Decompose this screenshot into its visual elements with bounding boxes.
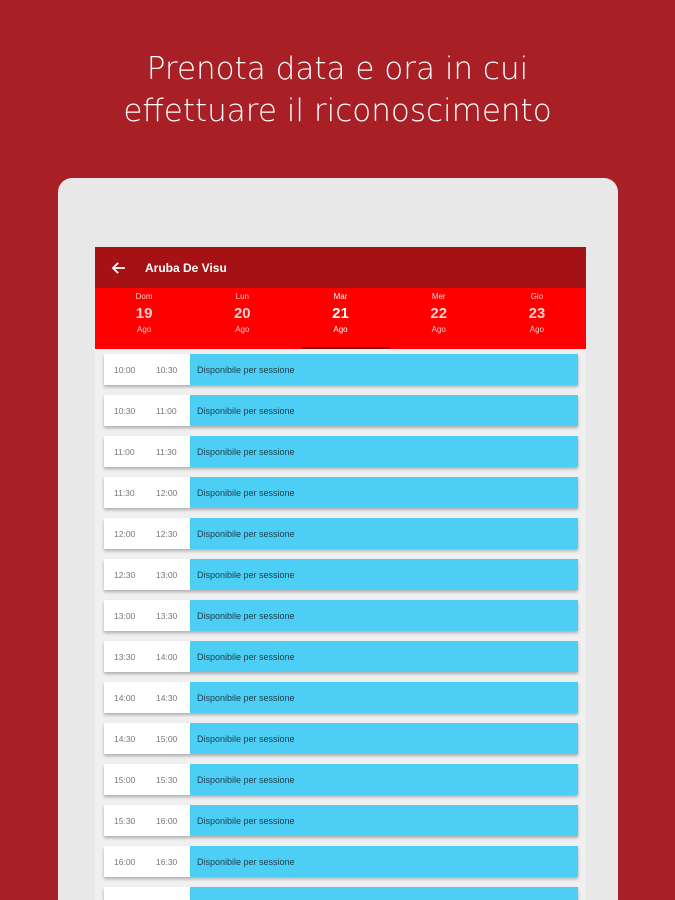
slot-times	[104, 805, 190, 836]
slot-end-time: 12:30	[156, 528, 178, 539]
headline	[0, 48, 675, 132]
day-name: Mar	[333, 292, 348, 301]
slot-status[interactable]: Disponibile per sessione	[190, 395, 578, 426]
app-bar	[95, 247, 586, 288]
slot-times	[104, 477, 190, 508]
slot-end-time: 13:30	[156, 610, 178, 621]
headline-line-2: effettuare il riconoscimento	[123, 93, 552, 129]
slot-end-time: 14:00	[156, 651, 178, 662]
time-slot[interactable]	[104, 764, 578, 795]
slot-start-time: 13:00	[114, 610, 136, 621]
slot-end-time: 16:30	[156, 856, 178, 867]
time-slot[interactable]	[104, 559, 578, 590]
slot-times	[104, 354, 190, 385]
slot-times	[104, 723, 190, 754]
slot-start-time: 15:00	[114, 774, 136, 785]
slot-start-time: 16:00	[114, 856, 136, 867]
slot-start-time: 12:30	[114, 569, 136, 580]
slot-start-time: 10:00	[114, 364, 136, 375]
app-title: Aruba De Visu	[145, 260, 227, 275]
arrow-left-icon[interactable]	[111, 261, 125, 275]
headline-line-1: Prenota data e ora in cui	[146, 51, 529, 87]
slot-times	[104, 887, 190, 900]
slot-end-time: 12:00	[156, 487, 178, 498]
time-slot-list	[95, 349, 586, 900]
slot-status[interactable]: Disponibile per sessione	[190, 723, 578, 754]
slot-times	[104, 641, 190, 672]
slot-end-time: 13:00	[156, 569, 178, 580]
slot-status[interactable]: Disponibile per sessione	[190, 559, 578, 590]
time-slot[interactable]	[104, 600, 578, 631]
day-month: Ago	[136, 325, 152, 334]
day-number: 20	[233, 305, 251, 322]
day-month: Ago	[235, 325, 250, 334]
app-screen	[95, 247, 586, 900]
day-tab[interactable]	[488, 288, 586, 349]
slot-start-time: 14:00	[114, 692, 136, 703]
slot-start-time: 13:30	[114, 651, 136, 662]
slot-status[interactable]: Disponibile per sessione	[190, 477, 578, 508]
time-slot[interactable]	[104, 477, 578, 508]
slot-start-time: 15:30	[114, 815, 136, 826]
day-month: Ago	[333, 325, 348, 334]
slot-start-time: 10:30	[114, 405, 136, 416]
slot-status[interactable]	[190, 887, 578, 900]
day-tab[interactable]	[291, 288, 389, 349]
slot-start-time: 12:00	[114, 528, 136, 539]
slot-times	[104, 436, 190, 467]
time-slot[interactable]	[104, 518, 578, 549]
day-number: 21	[332, 305, 349, 322]
day-month: Ago	[529, 325, 545, 334]
slot-times	[104, 846, 190, 877]
day-number: 22	[430, 305, 448, 322]
day-name: Lun	[235, 292, 249, 301]
slot-end-time: 15:00	[156, 733, 178, 744]
slot-times	[104, 682, 190, 713]
day-number: 19	[135, 305, 153, 322]
slot-times	[104, 600, 190, 631]
day-tab[interactable]	[390, 288, 488, 349]
day-selector	[95, 288, 586, 349]
slot-start-time: 11:00	[114, 446, 135, 457]
time-slot[interactable]	[104, 887, 578, 900]
slot-end-time: 11:30	[156, 446, 177, 457]
day-tab[interactable]	[193, 288, 291, 349]
slot-status[interactable]: Disponibile per sessione	[190, 518, 578, 549]
slot-times	[104, 395, 190, 426]
day-month: Ago	[431, 325, 446, 334]
time-slot[interactable]	[104, 682, 578, 713]
slot-status[interactable]: Disponibile per sessione	[190, 436, 578, 467]
slot-end-time: 10:30	[156, 364, 178, 375]
time-slot[interactable]	[104, 846, 578, 877]
slot-status[interactable]: Disponibile per sessione	[190, 600, 578, 631]
tablet-frame	[58, 178, 618, 900]
slot-end-time: 16:00	[156, 815, 178, 826]
time-slot[interactable]	[104, 723, 578, 754]
slot-times	[104, 764, 190, 795]
slot-status[interactable]: Disponibile per sessione	[190, 805, 578, 836]
slot-end-time: 15:30	[156, 774, 178, 785]
day-number: 23	[528, 305, 546, 322]
time-slot[interactable]	[104, 805, 578, 836]
slot-end-time: 11:00	[156, 405, 177, 416]
slot-start-time: 11:30	[114, 487, 135, 498]
time-slot[interactable]	[104, 395, 578, 426]
slot-times	[104, 518, 190, 549]
slot-start-time: 14:30	[114, 733, 136, 744]
slot-status[interactable]: Disponibile per sessione	[190, 682, 578, 713]
slot-status[interactable]: Disponibile per sessione	[190, 354, 578, 385]
day-name: Dom	[135, 292, 153, 301]
time-slot[interactable]	[104, 436, 578, 467]
slot-status[interactable]: Disponibile per sessione	[190, 641, 578, 672]
time-slot[interactable]	[104, 641, 578, 672]
slot-status[interactable]: Disponibile per sessione	[190, 846, 578, 877]
day-name: Mer	[431, 292, 446, 301]
day-tab[interactable]	[95, 288, 193, 349]
slot-end-time: 14:30	[156, 692, 178, 703]
slot-times	[104, 559, 190, 590]
time-slot[interactable]	[104, 354, 578, 385]
day-name: Gio	[530, 292, 544, 301]
slot-status[interactable]: Disponibile per sessione	[190, 764, 578, 795]
